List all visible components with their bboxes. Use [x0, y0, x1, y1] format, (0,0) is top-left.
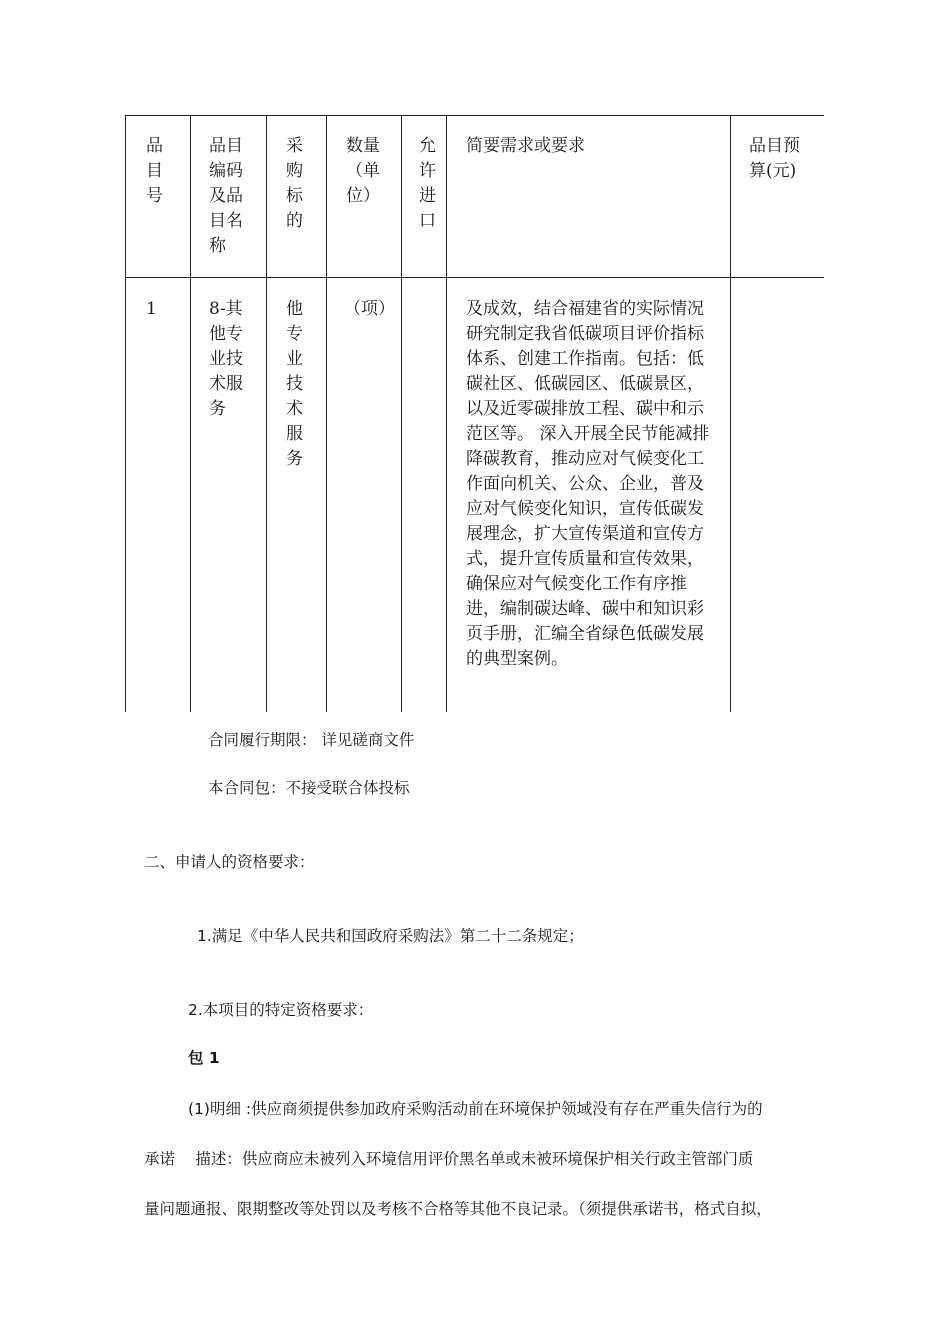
row-item-no: 1 [146, 299, 157, 319]
header-item-code-name: 品目编码及品目名称 [209, 136, 243, 256]
requirement-2: 2.本项目的特定资格要求： [188, 1001, 374, 1019]
detail-line-1: (1)明细 :供应商须提供参加政府采购活动前在环境保护领域没有存在严重失信行为的 [188, 1100, 763, 1118]
row-quantity: （项） [344, 299, 395, 319]
contract-period: 合同履行期限： 详见磋商文件 [208, 731, 415, 749]
procurement-table [125, 115, 824, 712]
consortium-note: 本合同包：不接受联合体投标 [208, 779, 410, 797]
detail-line-3: 量问题通报、限期整改等处罚以及考核不合格等其他不良记录。（须提供承诺书，格式自拟， [144, 1200, 772, 1218]
col-divider [446, 116, 447, 712]
row-procurement-target: 他专业技术服务 [286, 299, 303, 469]
header-divider [126, 277, 824, 278]
header-quantity: 数量（单位） [346, 136, 380, 206]
col-divider [266, 116, 267, 712]
col-divider [190, 116, 191, 712]
row-requirements: 及成效，结合福建省的实际情况研究制定我省低碳项目评价指标体系、创建工作指南。包括：低碳社区、低碳园区、低碳景区，以及近零碳排放工程、碳中和示范区等。 深入开展全民节能减排降碳教育，推动应对气候变化工作面向机关、公众、企业，普及应对气候变化知识，宣传低碳发展理念，扩大宣传渠道和宣传方式，提升宣传质量和宣传效果，确保应对气候变化工作有序推进，编制碳达峰、碳中和知识彩页手册，汇编全省绿色低碳发展的典型案例。 [466, 299, 710, 669]
header-budget: 品目预算(元) [749, 136, 800, 181]
col-divider [730, 116, 731, 712]
header-import-allowed: 允许进口 [419, 136, 436, 231]
requirement-1: 1.满足《中华人民共和国政府采购法》第二十二条规定； [197, 927, 584, 945]
col-divider [326, 116, 327, 712]
col-divider [401, 116, 402, 712]
header-procurement-target: 采购标的 [286, 136, 303, 231]
detail-line-2: 承诺 描述：供应商应未被列入环境信用评价黑名单或未被环境保护相关行政主管部门质 [144, 1150, 754, 1168]
section-2-title: 二、申请人的资格要求： [144, 853, 315, 871]
row-item-code-name: 8-其他专业技术服务 [209, 299, 243, 419]
header-requirements: 简要需求或要求 [466, 136, 585, 156]
header-item-no: 品目号 [146, 136, 163, 206]
package-heading: 包 1 [188, 1049, 220, 1067]
